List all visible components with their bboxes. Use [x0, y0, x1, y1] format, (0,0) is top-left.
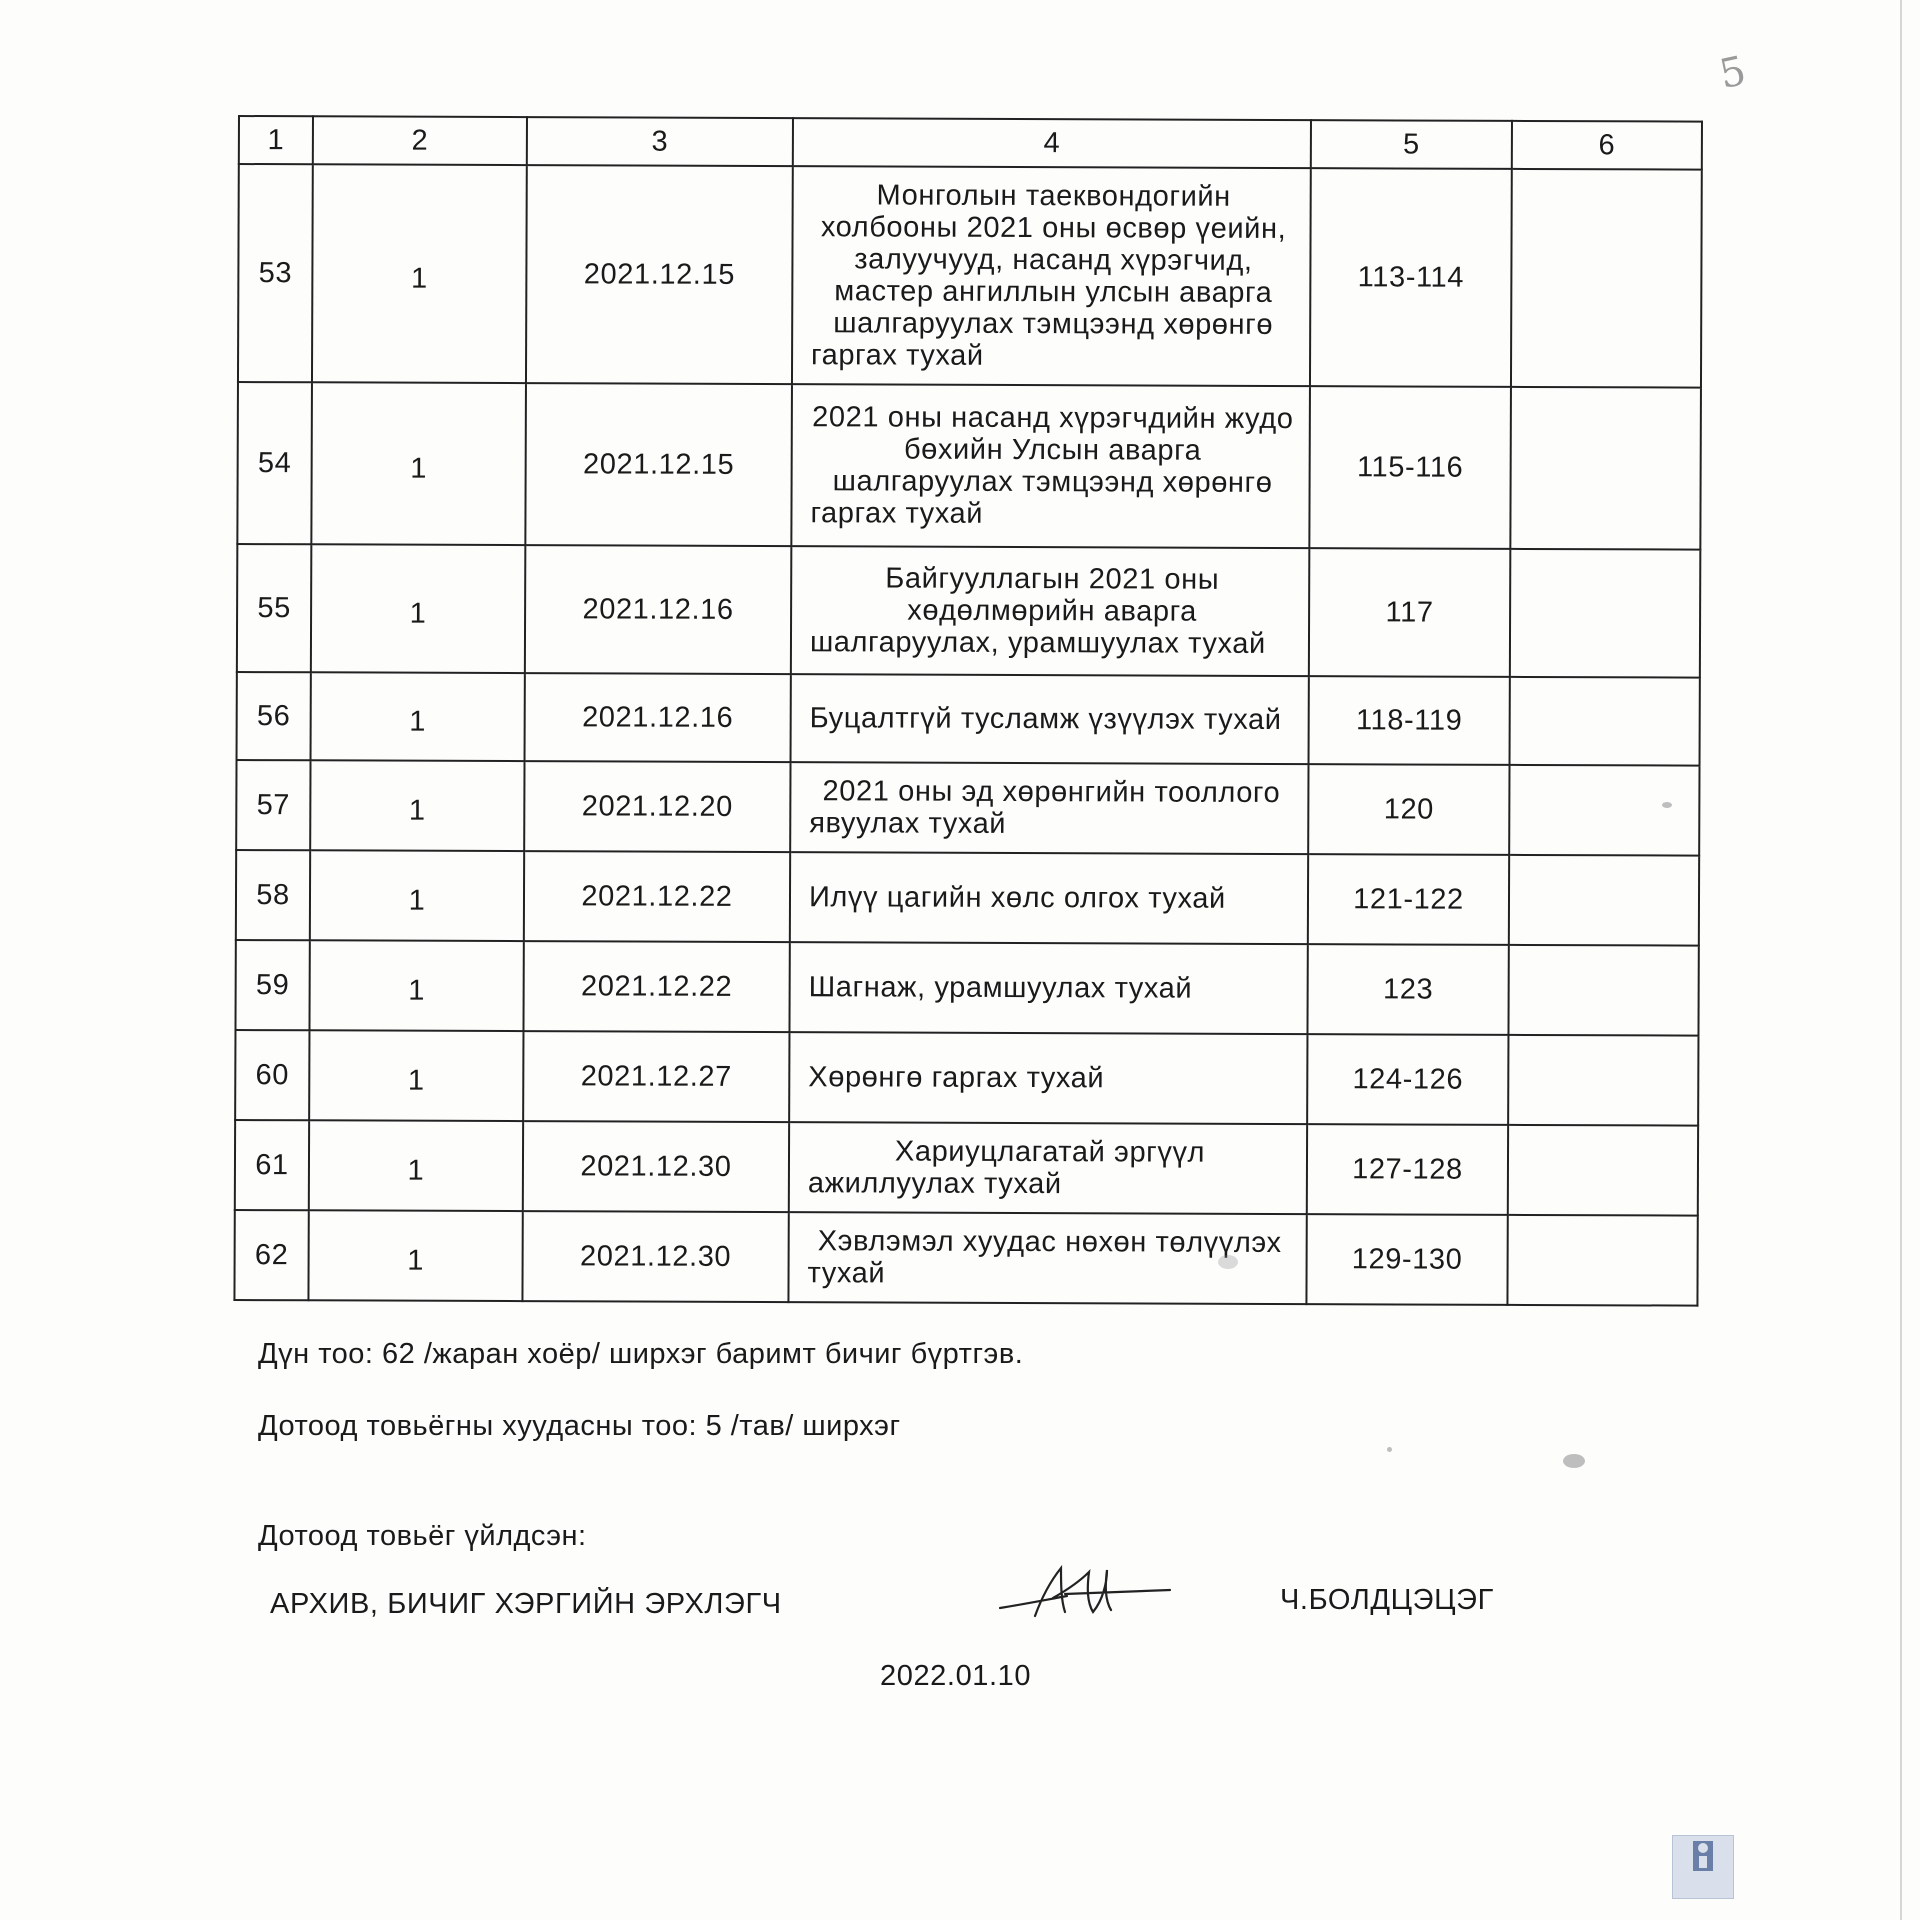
row-count: 1 — [309, 940, 523, 1031]
row-date: 2021.12.22 — [524, 851, 790, 942]
row-number: 62 — [234, 1210, 308, 1300]
row-number: 56 — [237, 672, 311, 760]
table-row — [237, 382, 1701, 550]
row-note — [1509, 765, 1699, 856]
table-row — [235, 1030, 1698, 1126]
table-row — [237, 544, 1700, 678]
signature-date: 2022.01.10 — [880, 1660, 1032, 1692]
row-pages: 118-119 — [1309, 676, 1510, 765]
row-title: Монголын таеквондогийн холбооны 2021 оны өсвөр үеийн, залуучууд, насанд хүрэгчид, мастер ангиллын улсын аварга шалгаруулах тэмцээнд хөрөнгө гаргах тухай — [792, 166, 1311, 386]
state-emblem-stamp — [1672, 1835, 1734, 1899]
row-note — [1510, 387, 1701, 550]
page-number-mark: 5 — [1715, 47, 1750, 99]
row-count: 1 — [310, 850, 524, 941]
scan-speck — [1387, 1447, 1392, 1452]
compiled-by-line: Дотоод товьёг үйлдсэн: — [258, 1520, 587, 1552]
signatory-position: АРХИВ, БИЧИГ ХЭРГИЙН ЭРХЛЭГЧ — [270, 1588, 782, 1620]
row-pages: 124-126 — [1307, 1034, 1508, 1125]
column-header: 5 — [1311, 120, 1512, 169]
row-title: Буцалтгүй тусламж үзүүлэх тухай — [791, 674, 1309, 764]
table-row — [237, 672, 1700, 766]
table-row — [238, 164, 1702, 388]
row-date: 2021.12.16 — [525, 673, 791, 762]
row-title: 2021 оны насанд хүрэгчдийн жудо бөхийн Улсын аварга шалгаруулах тэмцээнд хөрөнгө гаргах тухай — [791, 384, 1310, 548]
row-title: Илүү цагийн хөлс олгох тухай — [790, 852, 1308, 944]
row-count: 1 — [311, 382, 526, 545]
row-count: 1 — [308, 1210, 522, 1301]
row-title: Хөрөнгө гаргах тухай — [789, 1032, 1307, 1124]
row-note — [1510, 677, 1700, 766]
row-count: 1 — [309, 1120, 523, 1211]
index-pages-line: Дотоод товьёгны хуудасны тоо: 5 /тав/ ширхэг — [258, 1410, 901, 1442]
table-row — [236, 760, 1699, 856]
row-date: 2021.12.20 — [524, 761, 790, 852]
row-date: 2021.12.15 — [525, 383, 792, 546]
scan-speck — [1218, 1255, 1238, 1269]
row-note — [1509, 855, 1699, 946]
row-date: 2021.12.30 — [523, 1121, 789, 1212]
row-number: 61 — [235, 1120, 309, 1210]
row-date: 2021.12.15 — [526, 165, 793, 384]
scan-speck — [1563, 1454, 1585, 1468]
row-date: 2021.12.22 — [523, 941, 789, 1032]
row-number: 60 — [235, 1030, 309, 1120]
scan-speck — [1662, 802, 1672, 808]
row-title: 2021 оны эд хөрөнгийн тооллого явуулах тухай — [790, 762, 1308, 854]
row-count: 1 — [311, 544, 525, 673]
row-note — [1508, 1125, 1698, 1216]
row-count: 1 — [310, 760, 524, 851]
document-register-table — [233, 115, 1703, 1307]
row-pages: 127-128 — [1307, 1124, 1508, 1215]
row-note — [1508, 945, 1698, 1036]
column-header: 1 — [239, 116, 313, 164]
row-number: 59 — [235, 940, 309, 1030]
row-date: 2021.12.30 — [522, 1211, 788, 1302]
row-title: Байгууллагын 2021 оны хөдөлмөрийн аварга шалгаруулах, урамшуулах тухай — [791, 546, 1309, 676]
row-number: 54 — [237, 382, 312, 544]
row-number: 53 — [238, 164, 313, 382]
row-pages: 115-116 — [1309, 386, 1511, 549]
row-count: 1 — [311, 672, 525, 761]
table-header-row — [239, 116, 1702, 170]
row-number: 57 — [236, 760, 310, 850]
row-pages: 123 — [1307, 944, 1508, 1035]
table-row — [235, 1120, 1698, 1216]
column-header: 3 — [527, 117, 793, 166]
handwritten-signature — [995, 1560, 1175, 1630]
row-title: Хэвлэмэл хуудас нөхөн төлүүлэх тухай — [788, 1212, 1306, 1304]
row-pages: 129-130 — [1306, 1214, 1507, 1305]
signatory-name: Ч.БОЛДЦЭЦЭГ — [1280, 1584, 1494, 1616]
total-documents-line: Дүн тоо: 62 /жаран хоёр/ ширхэг баримт бичиг бүртгэв. — [258, 1338, 1024, 1370]
column-header: 6 — [1512, 121, 1702, 170]
row-count: 1 — [309, 1030, 523, 1121]
row-note — [1510, 549, 1700, 678]
table-row — [234, 1210, 1697, 1306]
row-note — [1508, 1035, 1698, 1126]
row-pages: 120 — [1308, 764, 1509, 855]
row-title: Шагнаж, урамшуулах тухай — [789, 942, 1307, 1034]
table-row — [236, 850, 1699, 946]
row-number: 58 — [236, 850, 310, 940]
row-count: 1 — [312, 164, 527, 383]
scan-edge-line — [1900, 0, 1902, 1920]
row-pages: 117 — [1309, 548, 1510, 677]
row-pages: 113-114 — [1310, 168, 1512, 387]
table-row — [235, 940, 1698, 1036]
row-pages: 121-122 — [1308, 854, 1509, 945]
column-header: 2 — [313, 116, 527, 165]
row-date: 2021.12.16 — [525, 545, 791, 674]
row-note — [1511, 169, 1702, 388]
row-note — [1507, 1215, 1697, 1306]
row-number: 55 — [237, 544, 311, 672]
row-title: Хариуцлагатай эргүүл ажиллуулах тухай — [789, 1122, 1307, 1214]
column-header: 4 — [793, 118, 1311, 168]
row-date: 2021.12.27 — [523, 1031, 789, 1122]
